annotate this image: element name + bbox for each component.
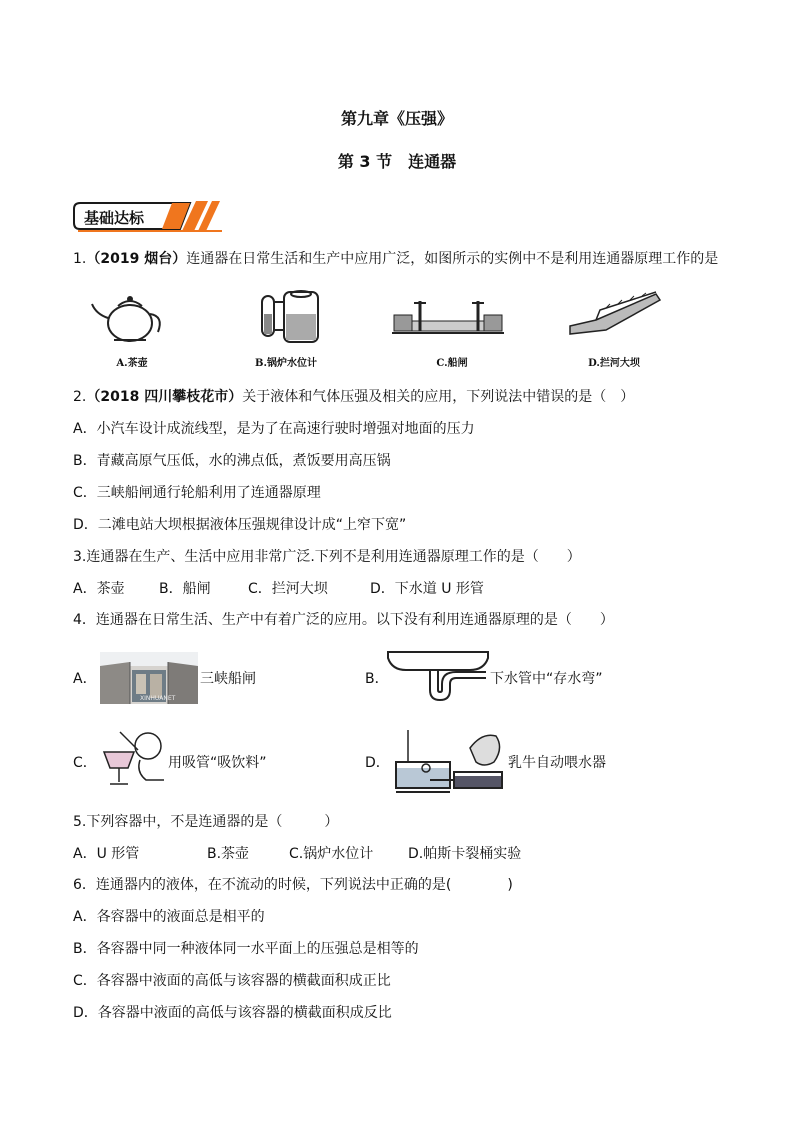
drinking-straw-icon: [100, 728, 168, 790]
q4-option-c-letter: C．: [73, 755, 97, 771]
section-title: 第 3 节 连通器: [337, 152, 457, 171]
q6-option-d: D．各容器中液面的高低与该容器的横截面积成反比: [73, 1005, 392, 1021]
q5-option-c: C.锅炉水位计: [289, 846, 374, 862]
q2-source: （2018 四川攀枝花市）: [86, 389, 243, 405]
q4-option-d-caption: 乳牛自动喂水器: [508, 755, 606, 771]
figure-b-label: B.锅炉水位计: [255, 358, 317, 369]
q2-option-c: C．三峡船闸通行轮船利用了连通器原理: [73, 485, 321, 501]
question-3: 3.连通器在生产、生活中应用非常广泛.下列不是利用连通器原理工作的是（ ）: [73, 549, 581, 565]
q4-option-d-letter: D．: [365, 755, 390, 771]
q2-option-b: B．青藏高原气压低，水的沸点低，煮饭要用高压锅: [73, 453, 391, 469]
question-6: 6．连通器内的液体，在不流动的时候，下列说法中正确的是( ): [73, 877, 513, 893]
q4-image-drinking-straw: [100, 728, 168, 790]
figure-dam: [566, 290, 662, 340]
q4-image-cow-waterer: [390, 724, 506, 802]
q2-option-a: A．小汽车设计成流线型，是为了在高速行驶时增强对地面的压力: [73, 421, 475, 437]
q4-option-b-letter: B．: [365, 671, 389, 687]
figure-a-label: A.茶壶: [116, 358, 148, 369]
dam-icon: [566, 290, 662, 340]
q4-option-b-caption: 下水管中“存水弯”: [490, 671, 603, 687]
q4-option-a-caption: 三峡船闸: [200, 671, 256, 687]
q3-option-b: B．船闸: [159, 581, 211, 597]
q3-option-d: D．下水道 U 形管: [370, 581, 484, 597]
photo-watermark: XINHUANET: [140, 695, 176, 702]
q1-number: 1: [73, 251, 82, 267]
question-5: 5.下列容器中，不是连通器的是（ ）: [73, 814, 339, 830]
q2-number: 2: [73, 389, 82, 405]
q5-option-d: D.帕斯卡裂桶实验: [408, 846, 522, 862]
figure-teapot: [88, 288, 170, 348]
question-4: 4．连通器在日常生活、生产中有着广泛的应用。以下没有利用连通器原理的是（ ）: [73, 612, 614, 628]
q2-option-d: D．二滩电站大坝根据液体压强规律设计成“上窄下宽”: [73, 517, 407, 533]
question-1: 1.（2019 烟台）连通器在日常生活和生产中应用广泛，如图所示的实例中不是利用连通器原理工作的是: [73, 251, 719, 267]
drain-trap-icon: [386, 646, 490, 706]
chapter-title: 第九章《压强》: [340, 109, 453, 128]
figure-ship-lock: [392, 295, 504, 339]
q5-option-a: A．U 形管: [73, 846, 140, 862]
banner-label: 基础达标: [84, 209, 145, 227]
q3-option-c: C．拦河大坝: [248, 581, 328, 597]
q4-option-c-caption: 用吸管“吸饮料”: [168, 755, 267, 771]
q1-source: （2019 烟台）: [86, 251, 187, 267]
q2-text: 关于液体和气体压强及相关的应用，下列说法中错误的是（ ）: [242, 389, 635, 405]
ship-lock-icon: [392, 295, 504, 339]
teapot-icon: [88, 288, 170, 348]
figure-boiler-gauge: [250, 286, 326, 348]
figure-c-label: C.船闸: [436, 358, 468, 369]
boiler-gauge-icon: [250, 286, 326, 348]
q1-text: 连通器在日常生活和生产中应用广泛，如图所示的实例中不是利用连通器原理工作的是: [186, 251, 719, 267]
q6-option-c: C．各容器中液面的高低与该容器的横截面积成正比: [73, 973, 391, 989]
cow-waterer-icon: [390, 724, 506, 802]
figure-d-label: D.拦河大坝: [588, 358, 640, 369]
q3-option-a: A．茶壶: [73, 581, 125, 597]
q4-option-a-letter: A．: [73, 671, 97, 687]
q5-option-b: B.茶壶: [207, 846, 250, 862]
q4-image-drain-trap: [386, 646, 490, 706]
question-2: 2.（2018 四川攀枝花市）关于液体和气体压强及相关的应用，下列说法中错误的是（ ）: [73, 389, 635, 405]
q6-option-a: A．各容器中的液面总是相平的: [73, 909, 265, 925]
q6-option-b: B．各容器中同一种液体同一水平面上的压强总是相等的: [73, 941, 419, 957]
